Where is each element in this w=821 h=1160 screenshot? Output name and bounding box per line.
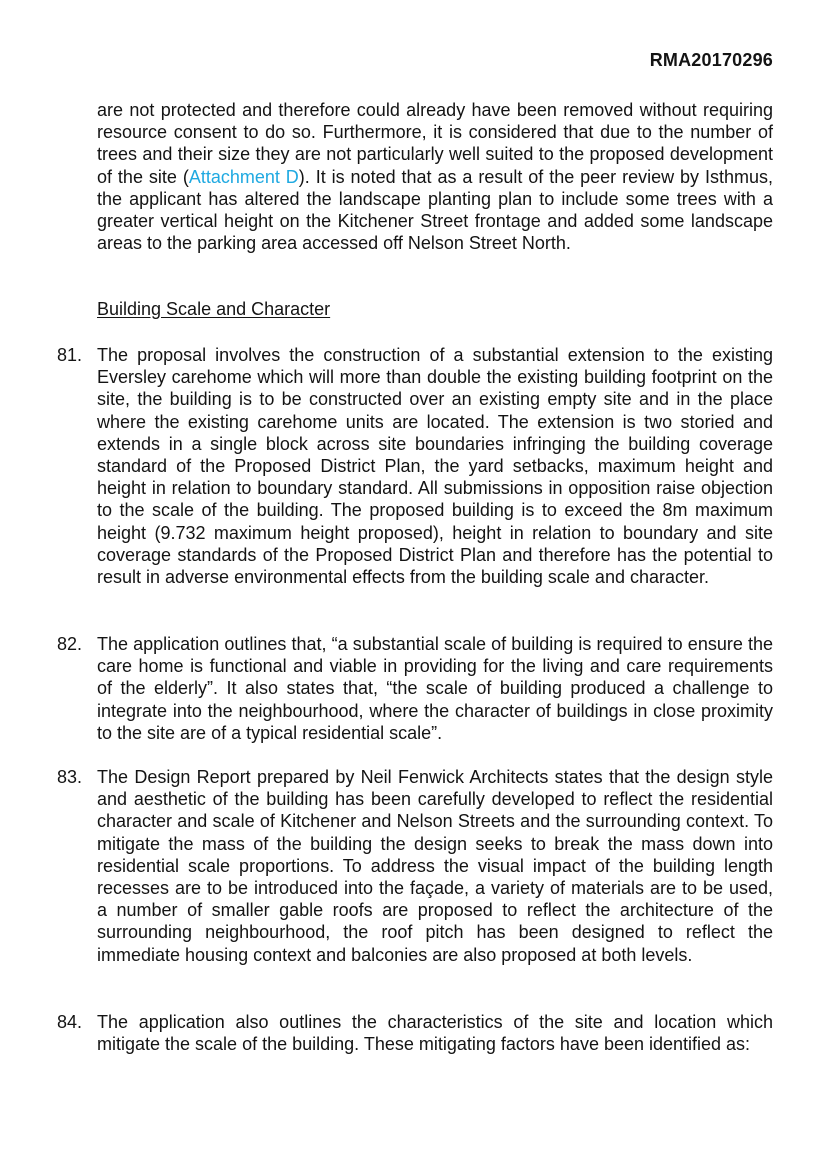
intro-text-end: ). It is noted that as a result of the peer review by Isthmus, the applicant has altered the landscape planting plan to include some trees with a greater vertical height on the Kitchener Street frontage and added some landscape areas to the parking area accessed off Nelson Street North. bbox=[97, 166, 773, 254]
intro-text-start: are not protected and therefore could already have been removed without requiring resource consent to do so. Furthermore, it is considered that due to the number of trees and their size they are not particularly well suited to the proposed development of the site ( bbox=[97, 100, 773, 187]
section-heading: Building Scale and Character bbox=[97, 299, 331, 319]
paragraph-number: 82. bbox=[57, 634, 83, 654]
paragraph-text: The application outlines that, “a substantial scale of building is required to ensure the care home is functional and viable in providing for the living and care requirements of the elderly”. It also states that, “the scale of building produced a challenge to integrate into the neighbourhood, where the character of buildings in close proximity to the site are of a typical residential scale”. bbox=[97, 634, 773, 743]
paragraph-81 bbox=[57, 344, 773, 588]
paragraph-text: The Design Report prepared by Neil Fenwick Architects states that the design style and aesthetic of the building has been carefully developed to reflect the residential character and scale of Kitchener and Nelson Streets and the surrounding context. To mitigate the mass of the building the design seeks to break the mass down into residential scale proportions. To address the visual impact of the building length recesses are to be introduced into the façade, a variety of materials are to be used, a number of smaller gable roofs are proposed to reflect the architecture of the surrounding neighbourhood, the roof pitch has been designed to reflect the immediate housing context and balconies are also proposed at both levels. bbox=[97, 767, 773, 965]
paragraph-text: The application also outlines the characteristics of the site and location which mitigate the scale of the building. These mitigating factors have been identified as: bbox=[97, 1012, 773, 1055]
paragraph-number: 81. bbox=[57, 345, 83, 365]
paragraph-text: The proposal involves the construction of a substantial extension to the existing Eversley carehome which will more than double the existing building footprint on the site, the building is to be constructed over an existing empty site and in the place where the existing carehome units are located. The extension is two storied and extends in a single block across site boundaries infringing the building coverage standard of the Proposed District Plan, the yard setbacks, maximum height and height in relation to boundary standard. All submissions in opposition raise objection to the scale of the building. The proposed building is to exceed the 8m maximum height (9.732 maximum height proposed), height in relation to boundary and site coverage standards of the Proposed District Plan and therefore has the potential to result in adverse environmental effects from the building scale and character. bbox=[97, 345, 773, 588]
paragraph-82 bbox=[57, 633, 773, 744]
paragraph-84 bbox=[57, 1011, 773, 1055]
attachment-d-link[interactable]: Attachment D bbox=[188, 166, 299, 187]
paragraph-83 bbox=[57, 766, 773, 966]
paragraph-number: 83. bbox=[57, 767, 83, 787]
paragraph-number: 84. bbox=[57, 1012, 83, 1032]
document-reference: RMA20170296 bbox=[649, 50, 773, 70]
intro-paragraph bbox=[97, 99, 773, 254]
